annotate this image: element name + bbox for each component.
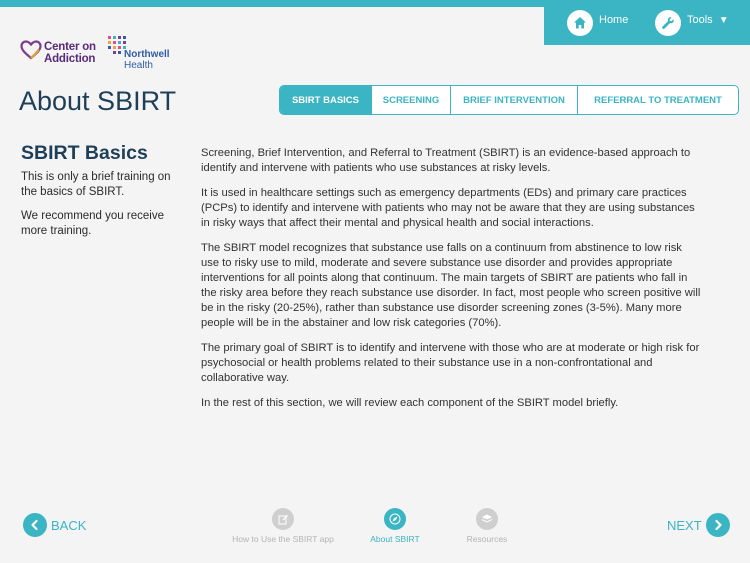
logo-line-2: Addiction bbox=[44, 53, 96, 65]
pager-label-about-sbirt: About SBIRT bbox=[370, 534, 420, 544]
tab-brief-intervention[interactable]: BRIEF INTERVENTION bbox=[451, 86, 578, 114]
chevron-right-icon bbox=[706, 513, 730, 537]
pager-resources[interactable] bbox=[466, 508, 508, 544]
partner-line-1: Northwell bbox=[124, 49, 170, 60]
pager-label-how-to-use: How to Use the SBIRT app bbox=[232, 534, 334, 544]
back-label: BACK bbox=[51, 517, 87, 533]
tab-screening[interactable]: SCREENING bbox=[372, 86, 451, 114]
compass-icon bbox=[384, 508, 406, 530]
paragraph-continuum: The SBIRT model recognizes that substance use falls on a continuum from abstinence to low risk use to risky use to mild, moderate and severe substance use disorder and provides appropriate interventions for all points along that continuum. The main targets of SBIRT are patients who fall in the risky area before they reach substance use disorder. In fact, most people who screen positive will be in the risky (20-25%), rather than substance use disorder screening zones (3-5%). Many more people will be in the abstainer and low risk categories (70%). bbox=[201, 242, 701, 329]
sidebar-note-recommend: We recommend you receive more training. bbox=[21, 210, 164, 237]
partner-line-2: Health bbox=[124, 60, 153, 71]
page-title: About SBIRT bbox=[19, 86, 177, 116]
next-label: NEXT bbox=[667, 517, 702, 533]
logo bbox=[20, 36, 180, 74]
home-label: Home bbox=[599, 14, 629, 26]
sidebar-note-brief: This is only a brief training on the basics of SBIRT. bbox=[21, 171, 171, 198]
sidebar bbox=[21, 142, 171, 248]
logo-line-1: Center on bbox=[44, 41, 96, 53]
top-toolbar bbox=[544, 0, 750, 45]
paragraph-settings: It is used in healthcare settings such as emergency departments (EDs) and primary care practices (PCPs) to identify and intervene with patients who may not be aware that they are using substances in risky ways that affect their mental and physical health and social interactions. bbox=[201, 187, 695, 229]
wrench-icon bbox=[655, 10, 681, 36]
paragraph-goal: The primary goal of SBIRT is to identify and intervene with those who are at moderate or high risk for psychosocial or health problems related to their substance use in a non-confrontational and collaborative way. bbox=[201, 342, 700, 384]
main-content bbox=[201, 146, 701, 421]
tools-menu-button[interactable] bbox=[655, 10, 729, 36]
tab-referral-to-treatment[interactable]: REFERRAL TO TREATMENT bbox=[594, 94, 722, 106]
pager-label-resources: Resources bbox=[466, 534, 508, 544]
partner-logo-text bbox=[124, 49, 170, 71]
tools-label: Tools bbox=[687, 14, 713, 26]
paragraph-overview: In the rest of this section, we will review each component of the SBIRT model briefly. bbox=[201, 397, 619, 409]
section-tabs bbox=[279, 85, 739, 115]
chevron-left-icon bbox=[23, 513, 47, 537]
pager-how-to-use[interactable] bbox=[230, 508, 336, 544]
home-button[interactable] bbox=[567, 10, 628, 36]
sidebar-heading: SBIRT Basics bbox=[21, 142, 148, 164]
home-icon bbox=[567, 10, 593, 36]
next-button[interactable] bbox=[667, 513, 730, 537]
edit-icon bbox=[272, 508, 294, 530]
logo-text bbox=[44, 41, 96, 65]
layers-icon bbox=[476, 508, 498, 530]
paragraph-definition: Screening, Brief Intervention, and Referral to Treatment (SBIRT) is an evidence-based approach to identify and intervene with patients who use substances at risky levels. bbox=[201, 147, 691, 174]
back-button[interactable] bbox=[23, 513, 86, 537]
caret-down-icon: ▼ bbox=[718, 14, 729, 26]
pager-about-sbirt[interactable] bbox=[369, 508, 421, 544]
tab-sbirt-basics[interactable]: SBIRT BASICS bbox=[280, 86, 372, 114]
heart-logo-icon bbox=[20, 40, 42, 60]
